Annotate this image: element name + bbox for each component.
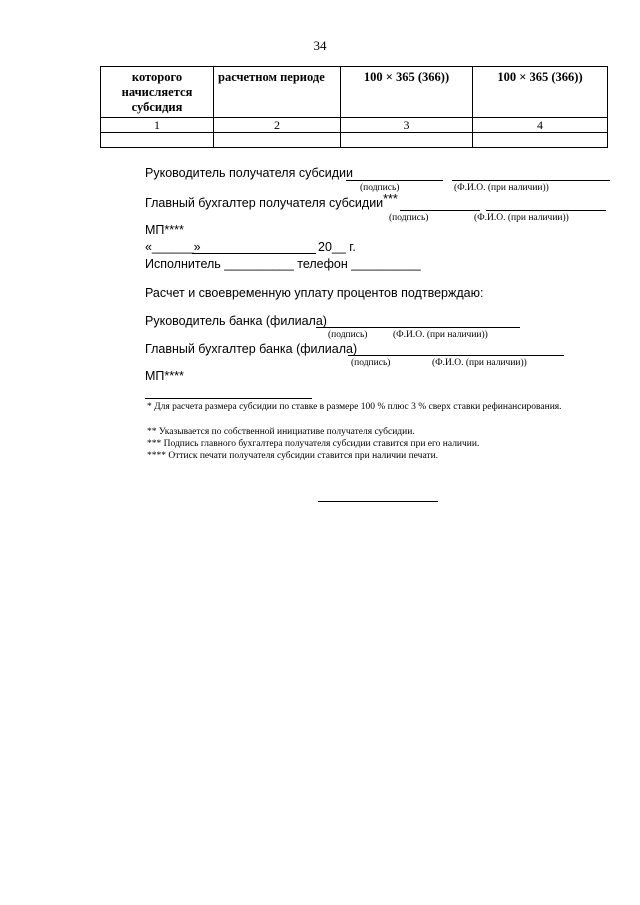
footnote-4: **** Оттиск печати получателя субсидии ставится при наличии печати. (147, 451, 439, 461)
footnote-separator (145, 398, 312, 399)
name-line (486, 210, 606, 211)
chief-accountant-mark: *** (383, 192, 398, 206)
date-year: 20__ г. (318, 240, 356, 254)
number-cell-1: 1 (101, 118, 214, 133)
empty-cell (473, 133, 608, 148)
empty-cell (341, 133, 473, 148)
date-blank: ______ (151, 240, 194, 254)
fio-caption: (Ф.И.О. (при наличии)) (432, 358, 527, 368)
table-number-row (101, 118, 608, 133)
subsidy-table (100, 66, 608, 148)
number-cell-3: 3 (341, 118, 473, 133)
header-cell-2: расчетном периоде (214, 67, 341, 118)
footnote-2: ** Указывается по собственной инициативе получателя субсидии. (147, 427, 415, 437)
chief-accountant-label (145, 192, 398, 210)
bank-accountant-label: Главный бухгалтер банка (филиала) (145, 342, 358, 356)
chief-accountant-text: Главный бухгалтер получателя субсидии (145, 196, 384, 210)
date-open: « (145, 240, 152, 254)
podpis-caption: (подпись) (360, 183, 400, 193)
header-cell-1: которого начисляется субсидия (101, 67, 214, 118)
empty-cell (214, 133, 341, 148)
table-empty-row (101, 133, 608, 148)
footnote-1: * Для расчета размера субсидии по ставке в размере 100 % плюс 3 % сверх ставки рефинансирования. (147, 402, 562, 412)
fio-caption: (Ф.И.О. (при наличии)) (393, 330, 488, 340)
fio-caption: (Ф.И.О. (при наличии)) (454, 183, 549, 193)
recipient-head-label: Руководитель получателя субсидии (145, 166, 353, 180)
month-line (192, 253, 316, 254)
signature-line (348, 355, 564, 356)
page-number: 34 (313, 38, 327, 53)
name-line (452, 180, 610, 181)
mp-label-bank: МП**** (145, 369, 184, 383)
header-cell-4: 100 × 365 (366)) (473, 67, 608, 118)
header-cell-3: 100 × 365 (366)) (341, 67, 473, 118)
signature-line (400, 210, 480, 211)
podpis-caption: (подпись) (351, 358, 391, 368)
confirm-text: Расчет и своевременную уплату процентов подтверждаю: (145, 286, 484, 300)
date-close: » (193, 240, 201, 254)
bottom-line (318, 501, 438, 502)
podpis-caption: (подпись) (328, 330, 368, 340)
number-cell-2: 2 (214, 118, 341, 133)
footnote-3: *** Подпись главного бухгалтера получателя субсидии ставится при его наличии. (147, 439, 480, 449)
signature-line (316, 327, 520, 328)
date-line (145, 240, 201, 254)
signature-line (346, 180, 443, 181)
mp-label: МП**** (145, 223, 184, 237)
fio-caption: (Ф.И.О. (при наличии)) (474, 213, 569, 223)
podpis-caption: (подпись) (389, 213, 429, 223)
empty-cell (101, 133, 214, 148)
executor-line: Исполнитель __________ телефон __________ (145, 257, 421, 271)
bank-head-label: Руководитель банка (филиала) (145, 314, 327, 328)
table-header-row (101, 67, 608, 118)
number-cell-4: 4 (473, 118, 608, 133)
